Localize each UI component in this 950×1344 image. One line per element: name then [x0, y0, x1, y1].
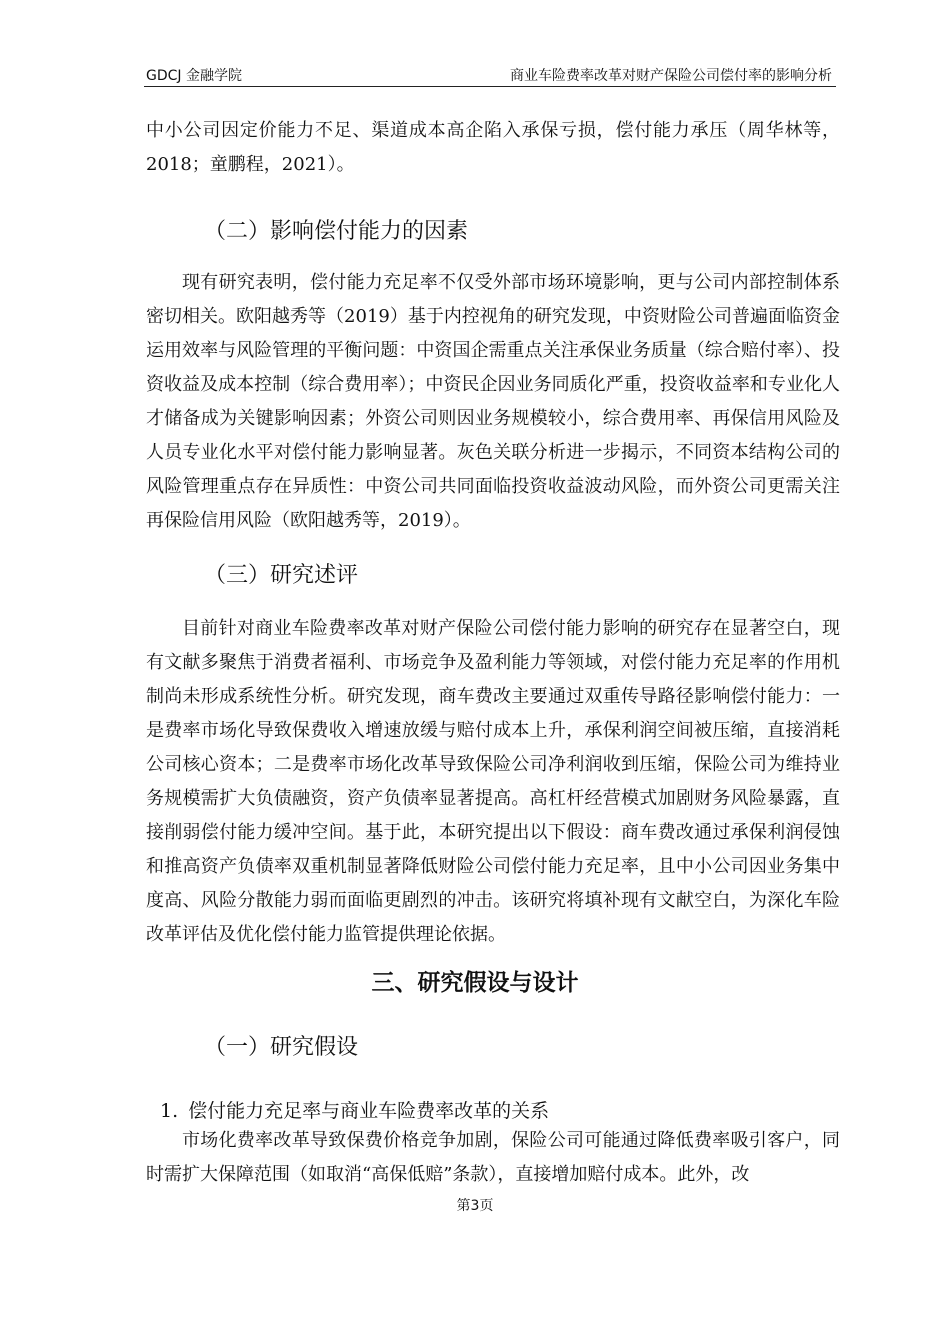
chapter-heading: 三、研究假设与设计: [371, 970, 579, 996]
heading-hypothesis: （一）研究假设: [204, 1035, 359, 1060]
heading-factors: （二）影响偿付能力的因素: [204, 219, 469, 244]
paragraph-3: 市场化费率改革导致保费价格竞争加剧，保险公司可能通过降低费率吸引客户，同时需扩大保障范围（如取消“高保低赔”条款），直接增加赔付成本。此外，改: [146, 1130, 840, 1185]
paragraph-block-2: [146, 612, 840, 952]
paragraph-0: 中小公司因定价能力不足、渠道成本高企陷入承保亏损，偿付能力承压（周华林等，2018；童鹏程，2021）。: [146, 120, 840, 175]
subheading-number: 1.: [160, 1100, 179, 1122]
page-number: 第3页: [456, 1198, 494, 1214]
header-school: GDCJ 金融学院: [146, 68, 242, 84]
paragraph-block-3: [146, 1124, 840, 1192]
paragraph-2: 目前针对商业车险费率改革对财产保险公司偿付能力影响的研究存在显著空白，现有文献多聚焦于消费者福利、市场竞争及盈利能力等领域，对偿付能力充足率的作用机制尚未形成系统性分析。研究发现，商车费改主要通过双重传导路径影响偿付能力：一是费率市场化导致保费收入增速放缓与赔付成本上升，承保利润空间被压缩，直接消耗公司核心资本；二是费率市场化改革导致保险公司净利润收到压缩，保险公司为维持业务规模需扩大负债融资，资产负债率显著提高。高杠杆经营模式加剧财务风险暴露，直接削弱偿付能力缓冲空间。基于此，本研究提出以下假设：商车费改通过承保利润侵蚀和推高资产负债率双重机制显著降低财险公司偿付能力充足率，且中小公司因业务集中度高、风险分散能力弱而面临更剧烈的冲击。该研究将填补现有文献空白，为深化车险改革评估及优化偿付能力监管提供理论依据。: [146, 618, 840, 945]
subheading-text: 偿付能力充足率与商业车险费率改革的关系: [188, 1100, 550, 1122]
paragraph-1: 现有研究表明，偿付能力充足率不仅受外部市场环境影响，更与公司内部控制体系密切相关。欧阳越秀等（2019）基于内控视角的研究发现，中资财险公司普遍面临资金运用效率与风险管理的平衡问题：中资国企需重点关注承保业务质量（综合赔付率）、投资收益及成本控制（综合费用率）；中资民企因业务同质化严重，投资收益率和专业化人才储备成为关键影响因素；外资公司则因业务规模较小，综合费用率、再保信用风险及人员专业化水平对偿付能力影响显著。灰色关联分析进一步揭示，不同资本结构公司的风险管理重点存在异质性：中资公司共同面临投资收益波动风险，而外资公司更需关注再保险信用风险（欧阳越秀等，2019）。: [146, 272, 840, 531]
paragraph-block-1: [146, 266, 840, 538]
heading-review: （三）研究述评: [204, 563, 359, 588]
header-paper-title: 商业车险费率改革对财产保险公司偿付率的影响分析: [510, 68, 832, 84]
page-header: [144, 62, 836, 87]
subheading-1: [160, 1096, 549, 1123]
paragraph-continued: [146, 114, 840, 182]
